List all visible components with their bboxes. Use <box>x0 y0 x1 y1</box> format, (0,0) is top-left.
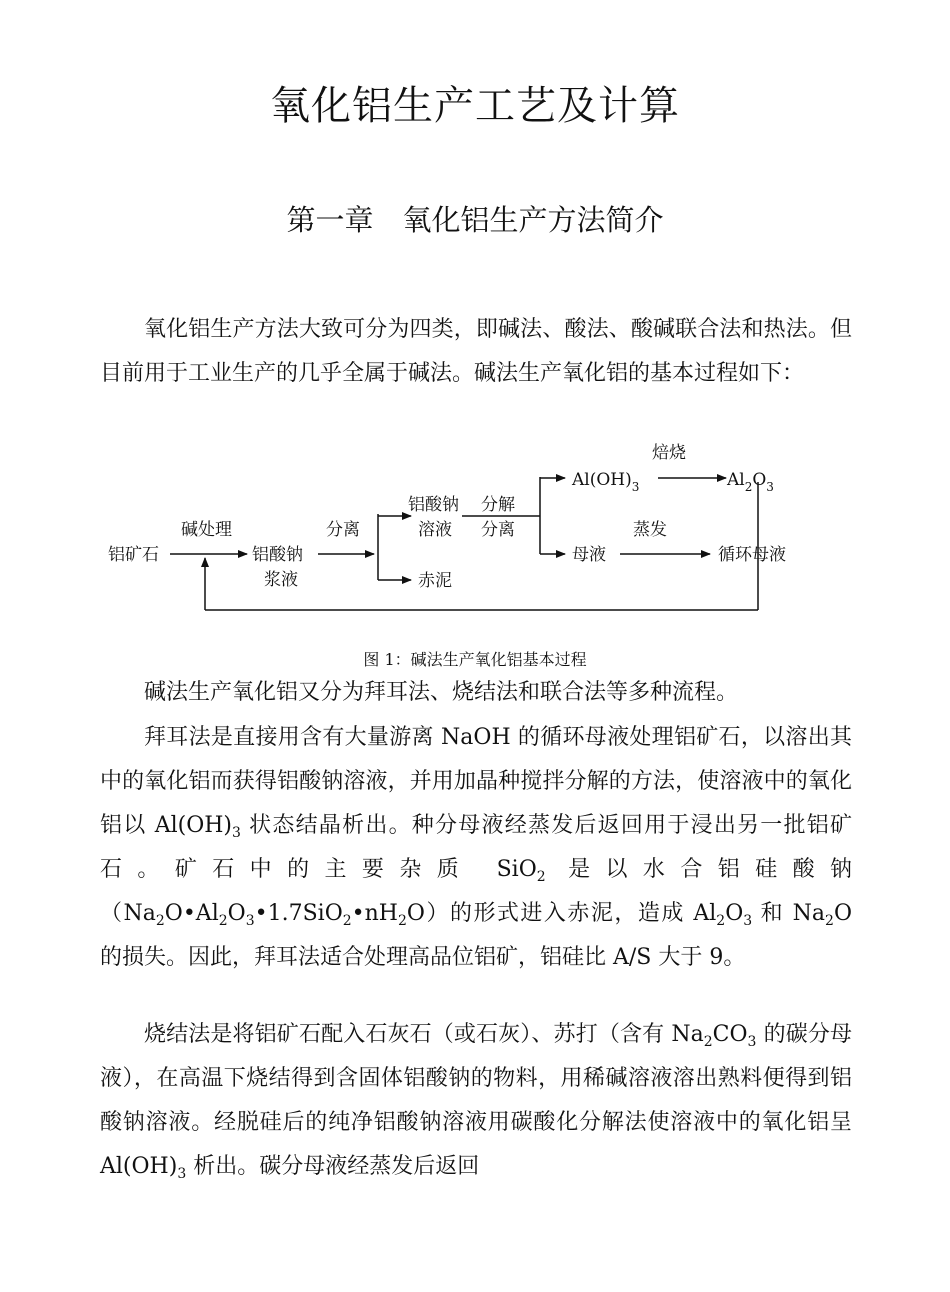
text-run: O）的形式进入赤泥，造成 Al <box>406 901 717 926</box>
label-separation-1: 分离 <box>326 520 360 540</box>
document-title: 氧化铝生产工艺及计算 <box>270 83 680 129</box>
text-run: 的碳分母液），在高温下烧结得到含固体铝酸钠的物料，用稀碱溶液溶出熟料便得到铝酸钠溶液。经脱硅后的纯净铝酸钠溶液用碳酸化分解法使溶液中的氧化铝呈 Al(OH) <box>100 1022 852 1179</box>
subscript: 3 <box>177 1166 187 1182</box>
text-run: 状态结晶析出。种分母液经蒸发后返回用于浸出另一批铝矿石。矿石中的主要杂质 SiO <box>100 813 852 882</box>
paragraph-process-types: 碱法生产氧化铝又分为拜耳法、烧结法和联合法等多种流程。 <box>144 680 739 705</box>
text-run: O <box>725 901 744 926</box>
node-recycle-liquor: 循环母液 <box>718 545 786 565</box>
node-al2o3: $Al_2O_3$ <box>727 470 774 494</box>
subscript: 2 <box>703 1034 713 1050</box>
node-mother-liquor: 母液 <box>572 545 606 565</box>
text-run: •nH <box>351 901 398 926</box>
node-slurry-line2: 浆液 <box>264 570 298 590</box>
text-run: CO <box>712 1022 748 1047</box>
subscript: 3 <box>743 913 753 929</box>
subscript: 2 <box>342 913 352 929</box>
node-bauxite: 铝矿石 <box>108 545 159 565</box>
text-run: O 的损失。因此，拜耳法适合处理高品位铝矿，铝硅比 A/S 大于 9。 <box>100 901 852 970</box>
text-run: O•Al <box>164 901 219 926</box>
chapter-title: 第一章 氧化铝生产方法简介 <box>286 203 664 237</box>
node-slurry-line1: 铝酸钠 <box>252 545 303 565</box>
text-run: 和 Na <box>752 901 826 926</box>
paragraph-intro: 氧化铝生产方法大致可分为四类，即碱法、酸法、酸碱联合法和热法。但目前用于工业生产的几乎全属于碱法。碱法生产氧化铝的基本过程如下： <box>100 317 852 386</box>
subscript: 2 <box>155 913 165 929</box>
subscript: 2 <box>218 913 228 929</box>
text-run: O <box>227 901 246 926</box>
text-run: 析出。碳分母液经蒸发后返回 <box>186 1154 480 1179</box>
subscript: 2 <box>536 869 546 885</box>
subscript: 2 <box>825 913 834 929</box>
text-run: 烧结法是将铝矿石配入石灰石（或石灰）、苏打（含有 Na <box>144 1022 704 1047</box>
text-run: 是以水合铝硅酸钠（Na <box>100 857 852 926</box>
paragraph-sintering-process <box>100 1013 852 1189</box>
subscript: 3 <box>232 825 241 841</box>
subscript: 3 <box>245 913 255 929</box>
node-solution-line2: 溶液 <box>418 520 452 540</box>
paragraph-bayer-process <box>100 716 852 980</box>
node-solution-line1: 铝酸钠 <box>408 495 459 515</box>
figure-caption: 图 1：碱法生产氧化铝基本过程 <box>363 650 587 669</box>
process-flowchart <box>0 430 950 660</box>
label-decomposition: 分解 <box>481 495 515 515</box>
text-run: •1.7SiO <box>254 901 343 926</box>
label-evaporation: 蒸发 <box>633 520 667 540</box>
label-calcination: 焙烧 <box>652 443 686 463</box>
subscript: 2 <box>398 913 407 929</box>
text-run: 拜耳法是直接用含有大量游离 NaOH 的循环母液处理铝矿石，以溶出其中的氧化铝而获得铝酸钠溶液，并用加晶种搅拌分解的方法，使溶液中的氧化铝以 Al(OH) <box>100 725 852 838</box>
label-separation-2: 分离 <box>481 520 515 540</box>
node-red-mud: 赤泥 <box>418 571 452 591</box>
subscript: 3 <box>747 1034 757 1050</box>
label-alkali-treatment: 碱处理 <box>181 520 232 540</box>
node-aloh3: $Al(OH)_3$ <box>572 470 640 494</box>
subscript: 2 <box>716 913 726 929</box>
